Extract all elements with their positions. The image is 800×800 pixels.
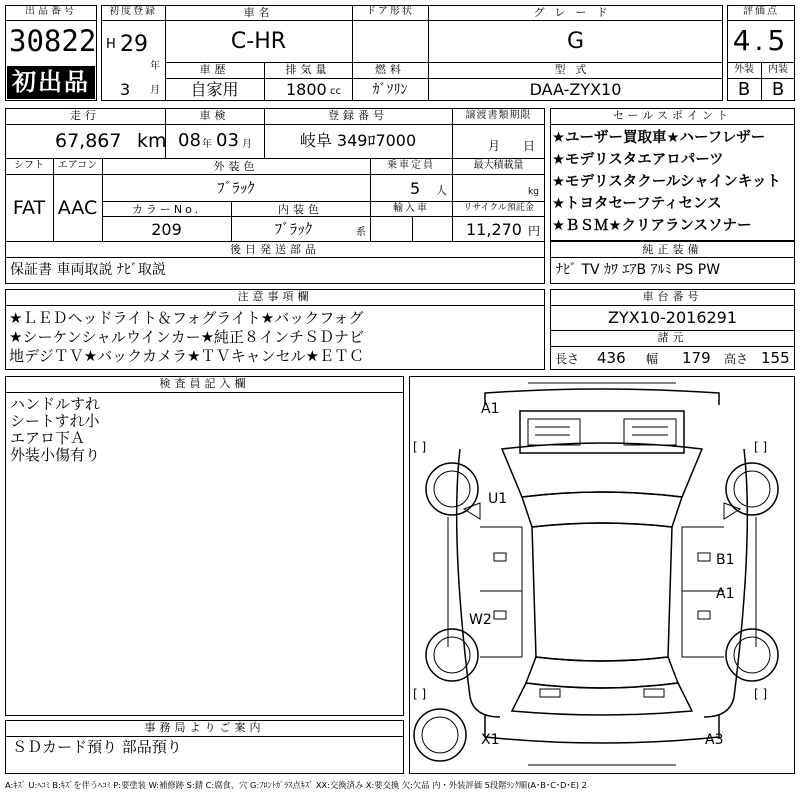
sales-points-label: セールスポイント <box>612 109 732 122</box>
mark-rear-a3: A3 <box>705 732 724 748</box>
fuel: ｶﾞｿﾘﾝ <box>372 82 408 98</box>
plate-label: 登録番号 <box>328 109 388 122</box>
recycle-unit: 円 <box>528 224 541 238</box>
legend: A:ｷｽﾞ U:ﾍｺﾐ B:ｷｽﾞを伴うﾍｺﾐ P:要塗装 W:補修跡 S:錆 C:腐食、穴 G:ﾌﾛﾝﾄｶﾞﾗｽ点ｷｽﾞ XX:交換済み X:要交換 欠:欠品 内・外装評価 5段階ﾗﾝｸ順(A･B･C･D･E) 2 <box>5 780 587 790</box>
notes-line-1: ★ＬＥＤヘッドライト＆フォグライト★バックフォグ <box>9 309 364 327</box>
int-color-label: 内装色 <box>278 203 323 216</box>
inspector-label: 検査員記入欄 <box>159 377 250 390</box>
capacity-unit: 人 <box>436 184 447 197</box>
rear-bumper <box>485 715 719 743</box>
mark-left-u1: U1 <box>488 491 508 507</box>
inspection-month-unit: 月 <box>242 139 252 150</box>
grade: G <box>566 29 585 54</box>
equipment-label: 純正装備 <box>642 243 703 256</box>
history-label: 車歴 <box>199 63 230 76</box>
inspection-label: 車検 <box>199 109 230 122</box>
notes-label: 注意事項欄 <box>237 290 313 303</box>
transfer-month-unit: 月 <box>488 139 501 153</box>
car-name: C-HR <box>230 29 287 54</box>
displacement: 1800 <box>286 80 327 99</box>
transfer-label: 譲渡書類期限 <box>465 110 532 121</box>
score: 4.5 <box>732 24 790 57</box>
displacement-label: 排気量 <box>285 63 331 76</box>
grade-label: グレード <box>533 6 618 19</box>
mileage-unit: km <box>137 130 167 152</box>
accessories-label: 後日発送部品 <box>230 243 320 256</box>
capacity-label: 乗車定員 <box>387 160 435 171</box>
interior-grade: B <box>771 79 785 100</box>
accessories-value: 保証書 車両取説 ﾅﾋﾞ取説 <box>10 262 166 278</box>
bracket-left-2: [ ] <box>413 687 427 701</box>
equipment-value: ﾅﾋﾞ TV ｶﾜ ｴｱB ｱﾙﾐ PS PW <box>556 262 721 278</box>
front-bumper <box>485 389 719 405</box>
inspector-line-1: ハンドルすれ <box>10 395 101 413</box>
mark-rear-x1: X1 <box>481 732 500 748</box>
lot-number: 30822 <box>9 24 97 58</box>
door-label: ドア形状 <box>366 6 414 17</box>
capacity: 5 <box>410 179 421 198</box>
front-panel <box>520 411 684 453</box>
lot-number-label: 出品番号 <box>25 6 77 17</box>
reg-year: 29 <box>120 32 148 57</box>
notes-line-2: ★シーケンシャルウインカー★純正８インチＳＤナビ <box>9 328 365 346</box>
ac: AAC <box>57 197 98 219</box>
inspector-line-3: エアロ下Ａ <box>10 429 86 447</box>
reg-month-unit: 月 <box>150 85 160 96</box>
sales-point-1: ★ユーザー買取車★ハーフレザー <box>552 130 766 146</box>
sales-point-3: ★モデリスタクールシャインキット <box>552 174 781 190</box>
notes-line-3: 地デジＴＶ★バックカメラ★ＴＶキャンセル★ＥＴＣ <box>9 347 365 365</box>
int-color-suffix: 系 <box>356 227 366 238</box>
shift-label: シフト <box>14 160 44 171</box>
inspection-year: 08 <box>178 130 201 151</box>
sales-point-5: ★ＢＳＭ★クリアランスソナー <box>552 218 752 234</box>
windshield <box>522 492 682 527</box>
max-load-unit: kg <box>528 187 539 197</box>
inspector-line-4: 外装小傷有り <box>10 446 101 464</box>
car-name-label: 車名 <box>243 6 274 19</box>
int-color: ﾌﾞﾗｯｸ <box>274 220 313 238</box>
fuel-label: 燃料 <box>375 63 405 76</box>
office-label: 事務局よりご案内 <box>144 721 265 734</box>
width: 179 <box>682 349 711 367</box>
mark-left-w2: W2 <box>469 612 492 628</box>
bracket-right-1: [ ] <box>754 440 768 454</box>
roof <box>532 523 672 661</box>
exterior-grade: B <box>737 79 751 100</box>
width-label: 幅 <box>646 352 659 366</box>
height: 155 <box>761 349 790 367</box>
mark-front-a1: A1 <box>481 401 500 417</box>
height-label: 高さ <box>724 352 749 366</box>
inspection-month: 03 <box>216 130 239 151</box>
interior-label: 内装 <box>768 64 788 75</box>
chassis-label: 車台番号 <box>642 290 703 303</box>
displacement-unit: cc <box>330 86 341 97</box>
trunk <box>512 683 692 715</box>
import-label: 輸入車 <box>393 203 429 214</box>
left-doors <box>480 527 522 657</box>
chassis-number: ZYX10-2016291 <box>607 308 738 327</box>
length-label: 長さ <box>555 352 580 366</box>
reg-year-unit: 年 <box>150 61 160 72</box>
reg-month: 3 <box>120 80 131 99</box>
rear-window <box>526 657 678 688</box>
history: 自家用 <box>190 80 239 99</box>
sales-point-4: ★トヨタセーフティセンス <box>552 196 722 212</box>
bracket-right-2: [ ] <box>754 687 768 701</box>
ac-label: エアコン <box>57 160 98 171</box>
inspection-year-unit: 年 <box>202 139 212 150</box>
inspector-line-2: シートすれ小 <box>10 412 100 430</box>
max-load-label: 最大積載量 <box>473 160 524 171</box>
model-code: DAA-ZYX10 <box>529 80 622 99</box>
office-value: ＳＤカード預り 部品預り <box>12 738 182 756</box>
plate: 岐阜 349ﾛ7000 <box>299 131 417 150</box>
shift: FAT <box>12 197 46 219</box>
recycle: 11,270 <box>466 220 522 239</box>
dims-label: 諸元 <box>657 331 688 344</box>
first-reg-label: 初度登録 <box>109 6 157 17</box>
score-label: 評価点 <box>743 6 779 17</box>
bracket-left-1: [ ] <box>413 440 427 454</box>
sales-point-2: ★モデリスタエアロパーツ <box>552 152 724 168</box>
hood <box>502 443 702 497</box>
color-no-label: カラーNo. <box>131 203 202 216</box>
era: H <box>106 37 116 52</box>
mileage-label: 走行 <box>70 109 100 122</box>
mark-right-a1: A1 <box>716 586 735 602</box>
color-no: 209 <box>151 220 182 239</box>
mileage: 67,867 <box>55 130 122 152</box>
model-code-label: 型式 <box>554 63 597 76</box>
ext-color: ﾌﾞﾗｯｸ <box>217 179 255 197</box>
recycle-label: リサイクル預託金 <box>463 203 534 213</box>
ext-color-label: 外装色 <box>213 160 259 173</box>
mark-right-b1: B1 <box>716 552 735 568</box>
length: 436 <box>597 349 626 367</box>
first-listing-text: 初出品 <box>12 68 90 96</box>
car-diagram <box>409 376 795 774</box>
exterior-label: 外装 <box>734 64 754 75</box>
transfer-day-unit: 日 <box>523 139 536 153</box>
